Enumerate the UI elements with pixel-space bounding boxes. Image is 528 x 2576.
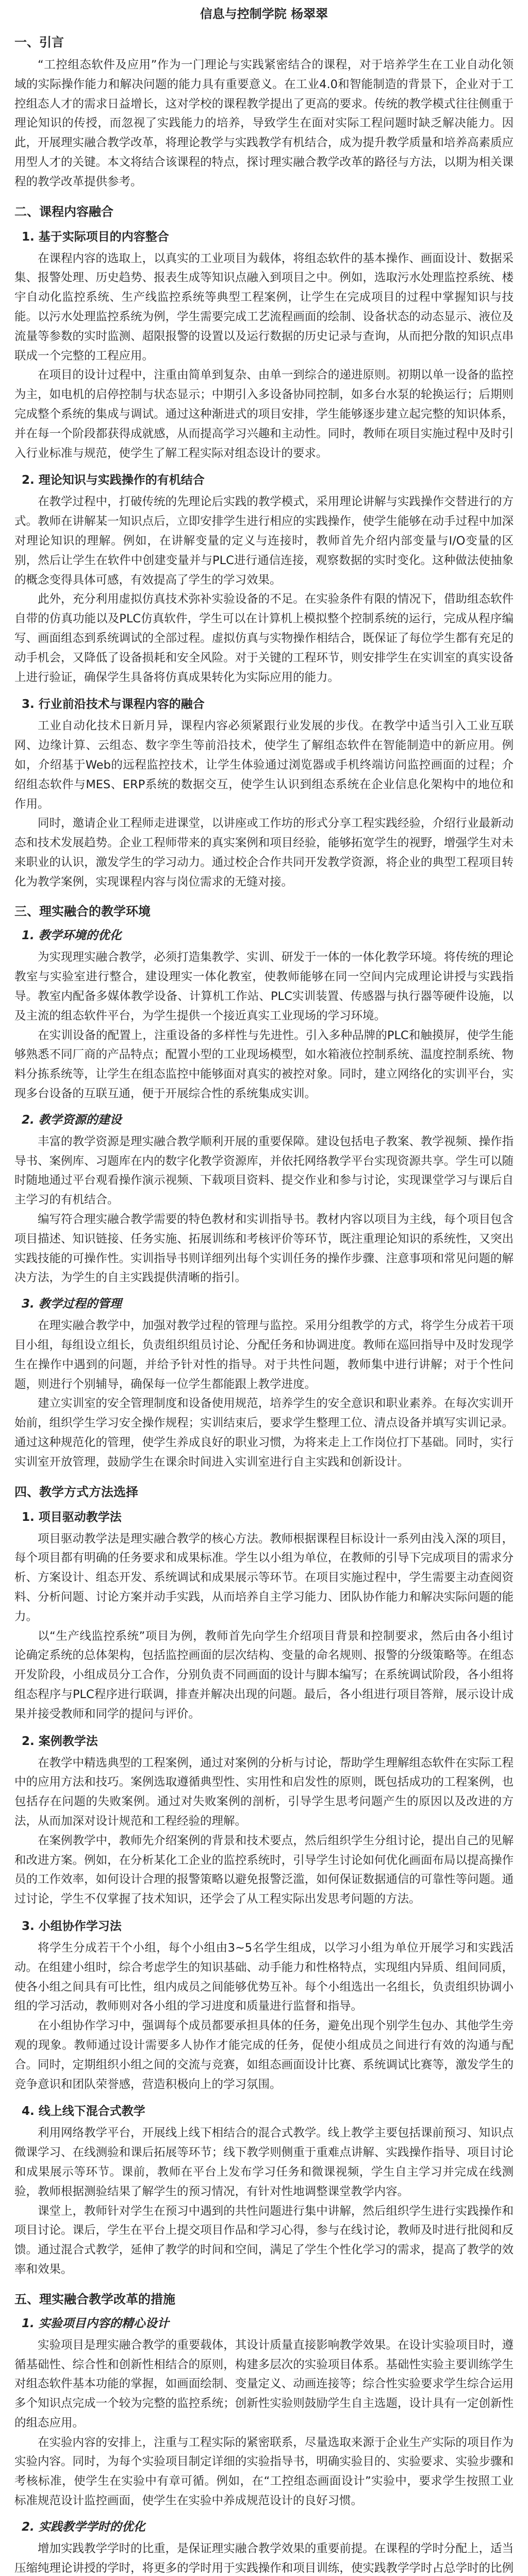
- subsection-heading: 1. 基于实际项目的内容整合: [22, 230, 169, 244]
- paragraph: 将学生分成若干个小组，每个小组由3~5名学生组成，以学习小组为单位开展学习和实践活动。在组建小组时，综合考虑学生的知识基础、动手能力和性格特点，实现组内异质、组间同质，使各小组之间具有可比性，组内成员之间能够优势互补。每个小组选出一名组长，负责组织协调小组的学习活动，教师则对各小组的学习进度和质量进行监督和指导。: [14, 1941, 514, 2013]
- paragraph: 同时，邀请企业工程师走进课堂，以讲座或工作坊的形式分享工程实践经验，介绍行业最新动态和技术发展趋势。企业工程师带来的真实案例和项目经验，能够拓宽学生的视野，增强学生对未来职业的认识，激发学生的学习动力。通过校企合作共同开发教学资源，将企业的典型工程项目转化为教学案例，实现课程内容与岗位需求的无缝对接。: [14, 817, 514, 889]
- paragraph: 在小组协作学习中，强调每个成员都要承担具体的任务，避免出现个别学生包办、其他学生旁观的现象。教师通过设计需要多人协作才能完成的任务，促使小组成员之间进行有效的沟通与配合。同时，定期组织小组之间的交流与竞赛，如组态画面设计比赛、系统调试比赛等，激发学生的竞争意识和团队荣誉感，营造积极向上的学习氛围。: [14, 2019, 514, 2091]
- paragraph: 在案例教学中，教师先介绍案例的背景和技术要点，然后组织学生分组讨论，提出自己的见解和改进方案。例如，在分析某化工企业的监控系统时，引导学生讨论如何优化画面布局以提高操作员的工作效率，如何设计合理的报警策略以避免报警泛滥，如何保证数据通信的可靠性等问题。通过讨论，学生不仅掌握了技术知识，还学会了从工程实际出发思考问题的方法。: [14, 1834, 514, 1906]
- paragraph: 丰富的教学资源是理实融合教学顺利开展的重要保障。建设包括电子教案、教学视频、操作指导书、案例库、习题库在内的数字化教学资源库，并依托网络教学平台实现资源共享。学生可以随时随地通过平台观看操作演示视频、下载项目资料、提交作业和参与讨论，实现课堂学习与课后自主学习的有机结合。: [14, 1134, 514, 1207]
- paragraph: 项目驱动教学法是理实融合教学的核心方法。教师根据课程目标设计一系列由浅入深的项目，每个项目都有明确的任务要求和成果标准。学生以小组为单位，在教师的引导下完成项目的需求分析、方案设计、组态开发、系统调试和成果展示等环节。在项目实施过程中，学生需要主动查阅资料、分析问题、讨论方案并动手实践，从而培养自主学习能力、团队协作能力和解决实际问题的能力。: [14, 1532, 514, 1623]
- paragraph: 在项目的设计过程中，注重由简单到复杂、由单一到综合的递进原则。初期以单一设备的监控为主，如电机的启停控制与状态显示；中期引入多设备协同控制，如多台水泵的轮换运行；后期则完成整个系统的集成与调试。通过这种渐进式的项目安排，学生能够逐步建立起完整的知识体系，并在每一个阶段都获得成就感，从而提高学习兴趣和主动性。同时，教师在项目实施过程中及时引入行业标准与规范，使学生了解工程实际对组态设计的要求。: [14, 368, 514, 460]
- paragraph: 课堂上，教师针对学生在预习中遇到的共性问题进行集中讲解，然后组织学生进行实践操作和项目讨论。课后，学生在平台上提交项目作品和学习心得，参与在线讨论，教师及时进行批阅和反馈。通过混合式教学，延伸了教学的时间和空间，满足了学生个性化学习的需求，提高了教学的效率和效果。: [14, 2204, 514, 2276]
- paragraph: 为实现理实融合教学，必须打造集教学、实训、研发于一体的一体化教学环境。将传统的理论教室与实验室进行整合，建设理实一体化教室，使教师能够在同一空间内完成理论讲授与实践指导。教室内配备多媒体教学设备、计算机工作站、PLC实训装置、传感器与执行器等硬件设施，以及主流的组态软件平台，为学生提供一个接近真实工业现场的学习环境。: [14, 951, 514, 1023]
- subsection-heading: 1. 项目驱动教学法: [22, 1510, 122, 1524]
- subsection-heading: 2. 实践教学学时的优化: [22, 2520, 145, 2534]
- document-body: [14, 34, 514, 2576]
- paragraph: 在教学过程中，打破传统的先理论后实践的教学模式，采用理论讲解与实践操作交替进行的方式。教师在讲解某一知识点后，立即安排学生进行相应的实践操作，使学生能够在动手过程中加深对理论知识的理解。例如，在讲解变量的定义与连接时，教师首先介绍内部变量与I/O变量的区别，然后让学生在软件中创建变量并与PLC进行通信连接，观察数据的实时变化。这种做法使抽象的概念变得具体可感，有效提高了学生的学习效果。: [14, 495, 514, 587]
- subsection-heading: 3. 小组协作学习法: [22, 1919, 122, 1933]
- paragraph: 在课程内容的选取上，以真实的工业项目为载体，将组态软件的基本操作、画面设计、数据采集、报警处理、历史趋势、报表生成等知识点融入到项目之中。例如，选取污水处理监控系统、楼宇自动化监控系统、生产线监控系统等典型工程案例，让学生在完成项目的过程中掌握知识与技能。以污水处理监控系统为例，学生需要完成工艺流程画面的绘制、设备状态的动态显示、液位及流量等参数的实时监测、超限报警的设置以及运行数据的历史记录与查询，从而把分散的知识点串联成一个完整的工程应用。: [14, 251, 514, 363]
- paragraph: 以“生产线监控系统”项目为例，教师首先向学生介绍项目背景和控制要求，然后由各小组讨论确定系统的总体架构，包括监控画面的层次结构、变量的命名规则、报警的分级策略等。在组态开发阶段，小组成员分工合作，分别负责不同画面的设计与脚本编写；在系统调试阶段，各小组将组态程序与PLC程序进行联调，排查并解决出现的问题。最后，各小组进行项目答辩，展示设计成果并接受教师和同学的提问与评价。: [14, 1629, 514, 1721]
- section-heading: 四、教学方式方法选择: [14, 1484, 138, 1499]
- subsection-heading: 3. 行业前沿技术与课程内容的融合: [22, 698, 205, 711]
- subsection-heading: 1. 实验项目内容的精心设计: [22, 2316, 169, 2330]
- paragraph: 在理实融合教学中，加强对教学过程的管理与监控。采用分组教学的方式，将学生分成若干项目小组，每组设立组长，负责组织组员讨论、分配任务和协调进度。教师在巡回指导中及时发现学生在操作中遇到的问题，并给予针对性的指导。对于共性问题，教师集中进行讲解；对于个性问题，则进行个别辅导，确保每一位学生都能跟上教学进度。: [14, 1319, 514, 1391]
- section-heading: 一、引言: [14, 35, 64, 49]
- section-heading: 二、课程内容融合: [14, 204, 113, 219]
- paragraph: 利用网络教学平台，开展线上线下相结合的混合式教学。线上教学主要包括课前预习、知识点微课学习、在线测验和课后拓展等环节；线下教学则侧重于重难点讲解、实践操作指导、项目讨论和成果展示等环节。课前，教师在平台上发布学习任务和微课视频，学生自主学习并完成在线测验，教师根据测验结果了解学生的预习情况，有针对性地调整课堂教学内容。: [14, 2126, 514, 2198]
- subsection-heading: 2. 理论知识与实践操作的有机结合: [22, 473, 205, 487]
- paragraph: 在教学中精选典型的工程案例，通过对案例的分析与讨论，帮助学生理解组态软件在实际工程中的应用方法和技巧。案例选取遵循典型性、实用性和启发性的原则，既包括成功的工程案例，也包括存在问题的失败案例。通过对失败案例的剖析，引导学生思考问题产生的原因以及改进的方法，从而加深对设计规范和工程经验的理解。: [14, 1756, 514, 1828]
- section-heading: 五、理实融合教学改革的措施: [14, 2292, 175, 2307]
- paragraph: 在实验内容的安排上，注重与工程实际的紧密联系，尽量选取来源于企业生产实际的项目作为实验内容。同时，为每个实验项目制定详细的实验指导书，明确实验目的、实验要求、实验步骤和考核标准，使学生在实验中有章可循。例如，在“工控组态画面设计”实验中，要求学生按照工业标准规范设计监控画面，使学生在实验中养成规范设计的良好习惯。: [14, 2435, 514, 2508]
- paragraph: 建立实训室的安全管理制度和设备使用规范，培养学生的安全意识和职业素养。在每次实训开始前，组织学生学习安全操作规程；实训结束后，要求学生整理工位、清点设备并填写实训记录。通过这种规范化的管理，使学生养成良好的职业习惯，为将来走上工作岗位打下基础。同时，实行实训室开放管理，鼓励学生在课余时间进入实训室进行自主实践和创新设计。: [14, 1397, 514, 1469]
- paragraph: 实验项目是理实融合教学的重要载体，其设计质量直接影响教学效果。在设计实验项目时，遵循基础性、综合性和创新性相结合的原则，构建多层次的实验项目体系。基础性实验主要训练学生对组态软件基本功能的掌握，如画面绘制、变量定义、动画连接等；综合性实验要求学生综合运用多个知识点完成一个较为完整的监控系统；创新性实验则鼓励学生自主选题，设计具有一定创新性的组态应用。: [14, 2338, 514, 2430]
- paragraph: 在实训设备的配置上，注重设备的多样性与先进性。引入多种品牌的PLC和触摸屏，使学生能够熟悉不同厂商的产品特点；配置小型的工业现场模型，如水箱液位控制系统、温度控制系统、物料分拣系统等，让学生在组态监控中能够面对真实的被控对象。同时，建立网络化的实训平台，实现多台设备的互联互通，便于开展综合性的系统集成实训。: [14, 1028, 514, 1101]
- subsection-heading: 4. 线上线下混合式教学: [22, 2105, 145, 2119]
- section-heading: 三、理实融合的教学环境: [14, 904, 151, 919]
- document-header: 信息与控制学院 杨翠翠: [200, 7, 328, 21]
- paragraph: “工控组态软件及应用”作为一门理论与实践紧密结合的课程，对于培养学生在工业自动化领域的实际操作能力和解决问题的能力具有重要意义。在工业4.0和智能制造的背景下，企业对于工控组态人才的需求日益增长，这对学校的课程教学提出了更高的要求。传统的教学模式往往侧重于理论知识的传授，而忽视了实践能力的培养，导致学生在面对实际工程问题时缺乏解决能力。因此，开展理实融合教学改革，将理论教学与实践教学有机结合，成为提升教学质量和培养高素质应用型人才的关键。本文将结合该课程的特点，探讨理实融合教学改革的路径与方法，以期为相关课程的教学改革提供参考。: [14, 58, 514, 189]
- paragraph: 增加实践教学学时的比重，是保证理实融合教学效果的重要前提。在课程的学时分配上，适当压缩纯理论讲授的学时，将更多的学时用于实践操作和项目训练，使实践教学学时占总学时的比例: [14, 2541, 514, 2575]
- subsection-heading: 2. 教学资源的建设: [22, 1113, 122, 1127]
- paragraph: 编写符合理实融合教学需要的特色教材和实训指导书。教材内容以项目为主线，每个项目包含项目描述、知识链接、任务实施、拓展训练和考核评价等环节，既注重理论知识的系统性，又突出实践技能的可操作性。实训指导书则详细列出每个实训任务的操作步骤、注意事项和常见问题的解决方法，为学生的自主实践提供清晰的指引。: [14, 1213, 514, 1285]
- subsection-heading: 1. 教学环境的优化: [22, 929, 122, 943]
- subsection-heading: 3. 教学过程的管理: [22, 1297, 122, 1311]
- subsection-heading: 2. 案例教学法: [22, 1734, 98, 1748]
- paragraph: 此外，充分利用虚拟仿真技术弥补实验设备的不足。在实验条件有限的情况下，借助组态软件自带的仿真功能以及PLC仿真软件，学生可以在计算机上模拟整个控制系统的运行，完成从程序编写、画面组态到系统调试的全部过程。虚拟仿真与实物操作相结合，既保证了每位学生都有充足的动手机会，又降低了设备损耗和安全风险。对于关键的工程环节，则安排学生在实训室的真实设备上进行验证，确保学生具备将仿真成果转化为实际应用的能力。: [14, 592, 514, 684]
- paragraph: 工业自动化技术日新月异，课程内容必须紧跟行业发展的步伐。在教学中适当引入工业互联网、边缘计算、云组态、数字孪生等前沿技术，使学生了解组态软件在智能制造中的新应用。例如，介绍基于Web的远程监控技术，让学生体验通过浏览器或手机终端访问监控画面的过程；介绍组态软件与MES、ERP系统的数据交互，使学生认识到组态系统在企业信息化架构中的地位和作用。: [14, 719, 514, 811]
